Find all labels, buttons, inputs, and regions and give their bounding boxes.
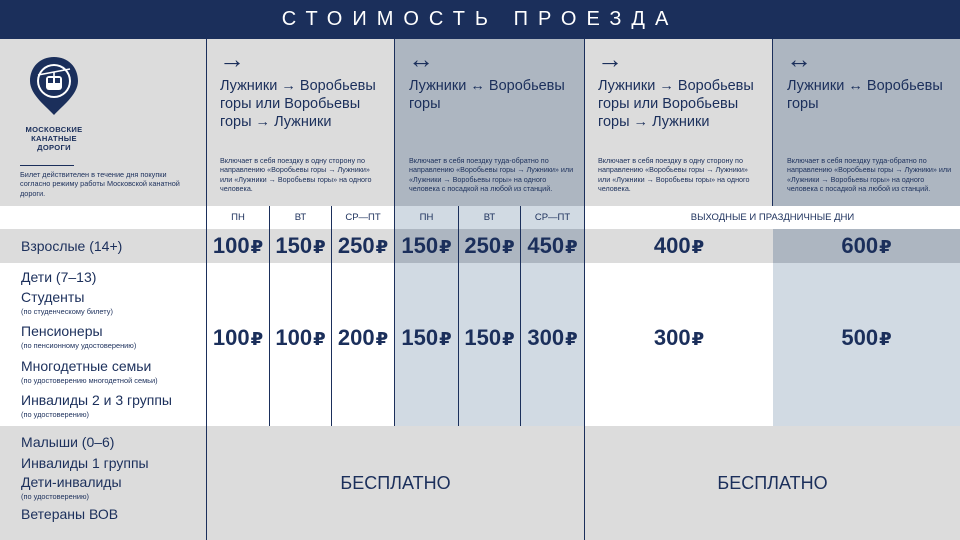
price-cell <box>773 325 960 351</box>
ruble-icon: ₽ <box>691 237 705 257</box>
price-value: 150 <box>401 233 439 258</box>
ruble-icon: ₽ <box>375 329 389 349</box>
ruble-icon: ₽ <box>565 329 578 349</box>
route-title: Лужники ↔ Воробьевы горы <box>409 78 565 112</box>
category-note: (по студенческому билету) <box>21 307 113 316</box>
logo-underline <box>20 165 74 166</box>
price-cell <box>207 325 269 351</box>
logo-line3: ДОРОГИ <box>37 143 71 152</box>
ticket-validity-note: Билет действителен в течение дня покупки согласно режиму работы Московской канатной дороги. <box>20 170 180 198</box>
price-value: 100 <box>212 233 250 258</box>
free-label-weekend: БЕСПЛАТНО <box>717 473 828 493</box>
logo-line1: МОСКОВСКИЕ <box>25 125 83 134</box>
divider <box>206 39 207 540</box>
price-cell <box>521 233 584 259</box>
day-header-mon: ПН <box>419 212 434 223</box>
category-adults: Взрослые (14+) <box>21 238 123 254</box>
category-note: (по удостоверению многодетной семьи) <box>21 376 158 385</box>
category-children: Дети (7–13) <box>21 269 97 285</box>
category-large-families: Многодетные семьи <box>21 358 152 374</box>
round-trip-arrow-icon: ↔ <box>408 44 434 74</box>
price-value: 200 <box>337 325 375 350</box>
price-cell <box>521 325 584 351</box>
price-value: 100 <box>212 325 250 350</box>
price-value: 600 <box>841 233 879 258</box>
category-veterans: Ветераны ВОВ <box>21 506 119 522</box>
logo-line2: КАНАТНЫЕ <box>31 134 77 143</box>
ruble-icon: ₽ <box>691 329 705 349</box>
price-value: 250 <box>464 233 502 258</box>
one-way-arrow-icon: → <box>597 44 623 74</box>
price-value: 500 <box>841 325 879 350</box>
route-title: Лужники → Воробьевы горы или Воробьевы горы → Лужники <box>220 78 376 130</box>
price-cell <box>332 233 394 259</box>
route-description: Включает в себя поездку туда-обратно по направлению «Воробьевы горы → Лужники» или «Лужники → Воробьевы горы» на одного человека с посадкой на любой из станций. <box>787 156 952 194</box>
day-header-wed-fri: СР—ПТ <box>345 212 381 223</box>
price-value: 300 <box>527 325 565 350</box>
free-label-weekday: БЕСПЛАТНО <box>340 473 451 493</box>
one-way-arrow-icon: → <box>219 44 245 74</box>
divider <box>584 39 585 540</box>
price-value: 150 <box>275 233 313 258</box>
price-cell <box>332 325 394 351</box>
price-cell <box>395 233 458 259</box>
route-title: Лужники → Воробьевы горы или Воробьевы горы → Лужники <box>598 78 754 130</box>
price-value: 100 <box>275 325 313 350</box>
price-value: 150 <box>401 325 439 350</box>
price-value: 150 <box>464 325 502 350</box>
category-disabled-1: Инвалиды 1 группы <box>21 455 149 471</box>
route-description: Включает в себя поездку в одну сторону по направлению «Воробьевы горы → Лужники» или «Лужники → Воробьевы горы» на одного человека. <box>220 156 372 194</box>
price-value: 400 <box>653 233 691 258</box>
day-header-mon: ПН <box>231 212 245 223</box>
price-value: 300 <box>653 325 691 350</box>
divider <box>772 39 773 206</box>
price-cell <box>270 325 331 351</box>
ruble-icon: ₽ <box>439 237 452 257</box>
ruble-icon: ₽ <box>313 329 326 349</box>
ruble-icon: ₽ <box>375 237 389 257</box>
ruble-icon: ₽ <box>313 237 326 257</box>
ruble-icon: ₽ <box>250 237 264 257</box>
price-cell <box>207 233 269 259</box>
ruble-icon: ₽ <box>879 329 892 349</box>
route-description: Включает в себя поездку туда-обратно по направлению «Воробьевы горы → Лужники» или «Лужники → Воробьевы горы» на одного человека с посадкой на любой из станций. <box>409 156 574 194</box>
price-cell <box>459 325 520 351</box>
category-toddlers: Малыши (0–6) <box>21 434 115 450</box>
round-trip-arrow-icon: ↔ <box>786 44 812 74</box>
ruble-icon: ₽ <box>250 329 264 349</box>
day-header-tue: ВТ <box>294 212 307 223</box>
route-description: Включает в себя поездку в одну сторону по направлению «Воробьевы горы → Лужники» или «Лужники → Воробьевы горы» на одного человека. <box>598 156 750 194</box>
ruble-icon: ₽ <box>565 237 578 257</box>
ruble-icon: ₽ <box>439 329 452 349</box>
price-cell <box>585 233 773 259</box>
route-title: Лужники ↔ Воробьевы горы <box>787 78 943 112</box>
price-cell <box>395 325 458 351</box>
price-cell <box>585 325 773 351</box>
category-disabled-2-3: Инвалиды 2 и 3 группы <box>21 392 172 408</box>
day-header-tue: ВТ <box>483 212 496 223</box>
ruble-icon: ₽ <box>502 329 515 349</box>
cable-car-pin-icon <box>27 55 81 117</box>
category-note: (по пенсионному удостоверению) <box>21 341 137 350</box>
day-header-wed-fri: СР—ПТ <box>534 212 571 223</box>
price-cell <box>773 233 960 259</box>
price-cell <box>270 233 331 259</box>
ruble-icon: ₽ <box>879 237 892 257</box>
day-header-weekend: ВЫХОДНЫЕ И ПРАЗДНИЧНЫЕ ДНИ <box>690 212 855 223</box>
page-title: СТОИМОСТЬ ПРОЕЗДА <box>0 0 960 39</box>
category-students: Студенты <box>21 289 85 305</box>
category-pensioners: Пенсионеры <box>21 323 103 339</box>
price-value: 250 <box>337 233 375 258</box>
price-cell <box>459 233 520 259</box>
price-value: 450 <box>527 233 565 258</box>
category-note: (по удостоверению) <box>21 492 89 501</box>
category-disabled-children: Дети-инвалиды <box>21 474 122 490</box>
category-note: (по удостоверению) <box>21 410 89 419</box>
ruble-icon: ₽ <box>502 237 515 257</box>
